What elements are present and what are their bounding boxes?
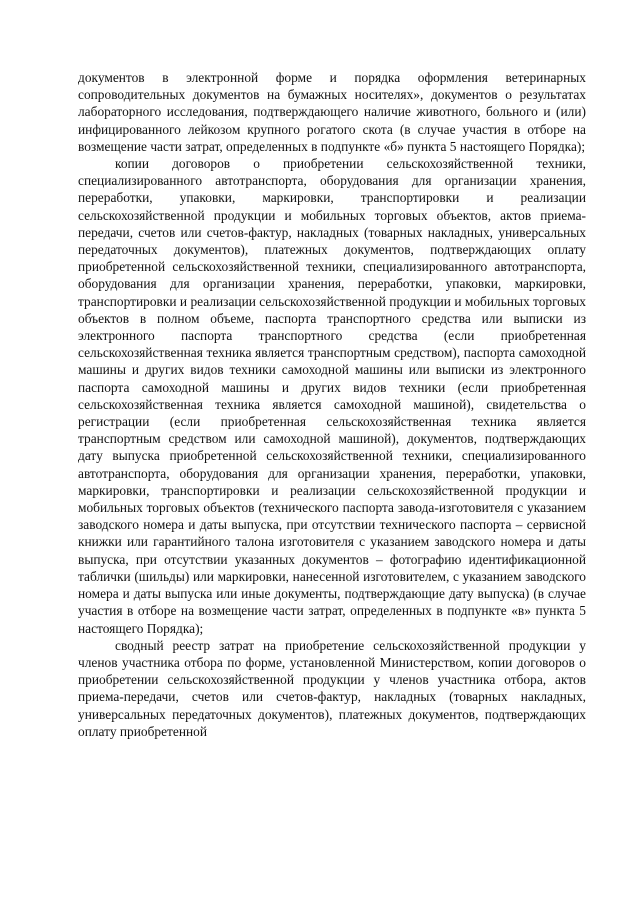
- paragraph-3: сводный реестр затрат на приобретение сельскохозяйственной продукции у членов участника отбора по форме, установленной Министерством, копии договоров о приобретении сельскохозяйственной продукции у членов участника отбора, актов приема-передачи, счетов или счетов-фактур, накладных (товарных накладных, универсальных передаточных документов), платежных документов, подтверждающих оплату приобретенной: [78, 637, 586, 739]
- document-page: [78, 69, 586, 740]
- paragraph-1: документов в электронной форме и порядка оформления ветеринарных сопроводительных документов на бумажных носителях», документов о результатах лабораторного исследования, подтверждающего наличие животного, больного и (или) инфицированного лейкозом крупного рогатого скота (в случае участия в отборе на возмещение части затрат, определенных в подпункте «б» пункта 5 настоящего Порядка);: [78, 70, 586, 154]
- paragraph-2: копии договоров о приобретении сельскохозяйственной техники, специализированного автотранспорта, оборудования для организации хранения, переработки, упаковки, маркировки, транспортировки и реализации сельскохозяйственной продукции и мобильных торговых объектов, актов приема-передачи, счетов или счетов-фактур, накладных (товарных накладных, универсальных передаточных документов), платежных документов, подтверждающих оплату приобретенной сельскохозяйственной техники, специализированного автотранспорта, оборудования для организации хранения, переработки, упаковки, маркировки, транспортировки и реализации сельскохозяйственной продукции и мобильных торговых объектов в полном объеме, паспорта транспортного средства или выписки из электронного паспорта транспортного средства (если приобретенная сельскохозяйственная техника является транспортным средством), паспорта самоходной машины и других видов техники самоходной машины или выписки из электронного паспорта самоходной машины и других видов техники (если приобретенная сельскохозяйственная техника является самоходной машиной), свидетельства о регистрации (если приобретенная сельскохозяйственная техника является транспортным средством или самоходной машиной), документов, подтверждающих дату выпуска приобретенной сельскохозяйственной техники, специализированного автотранспорта, оборудования для организации хранения, переработки, упаковки, маркировки, транспортировки и реализации сельскохозяйственной продукции и мобильных торговых объектов (технического паспорта завода-изготовителя с указанием заводского номера и даты выпуска, при отсутствии технического паспорта – сервисной книжки или гарантийного талона изготовителя с указанием заводского номера и даты выпуска, при отсутствии указанных документов – фотографию идентификационной таблички (шильды) или маркировки, нанесенной изготовителем, с указанием заводского номера и даты выпуска или иные документы, подтверждающие дату выпуска) (в случае участия в отборе на возмещение части затрат, определенных в подпункте «в» пункта 5 настоящего Порядка);: [78, 156, 586, 636]
